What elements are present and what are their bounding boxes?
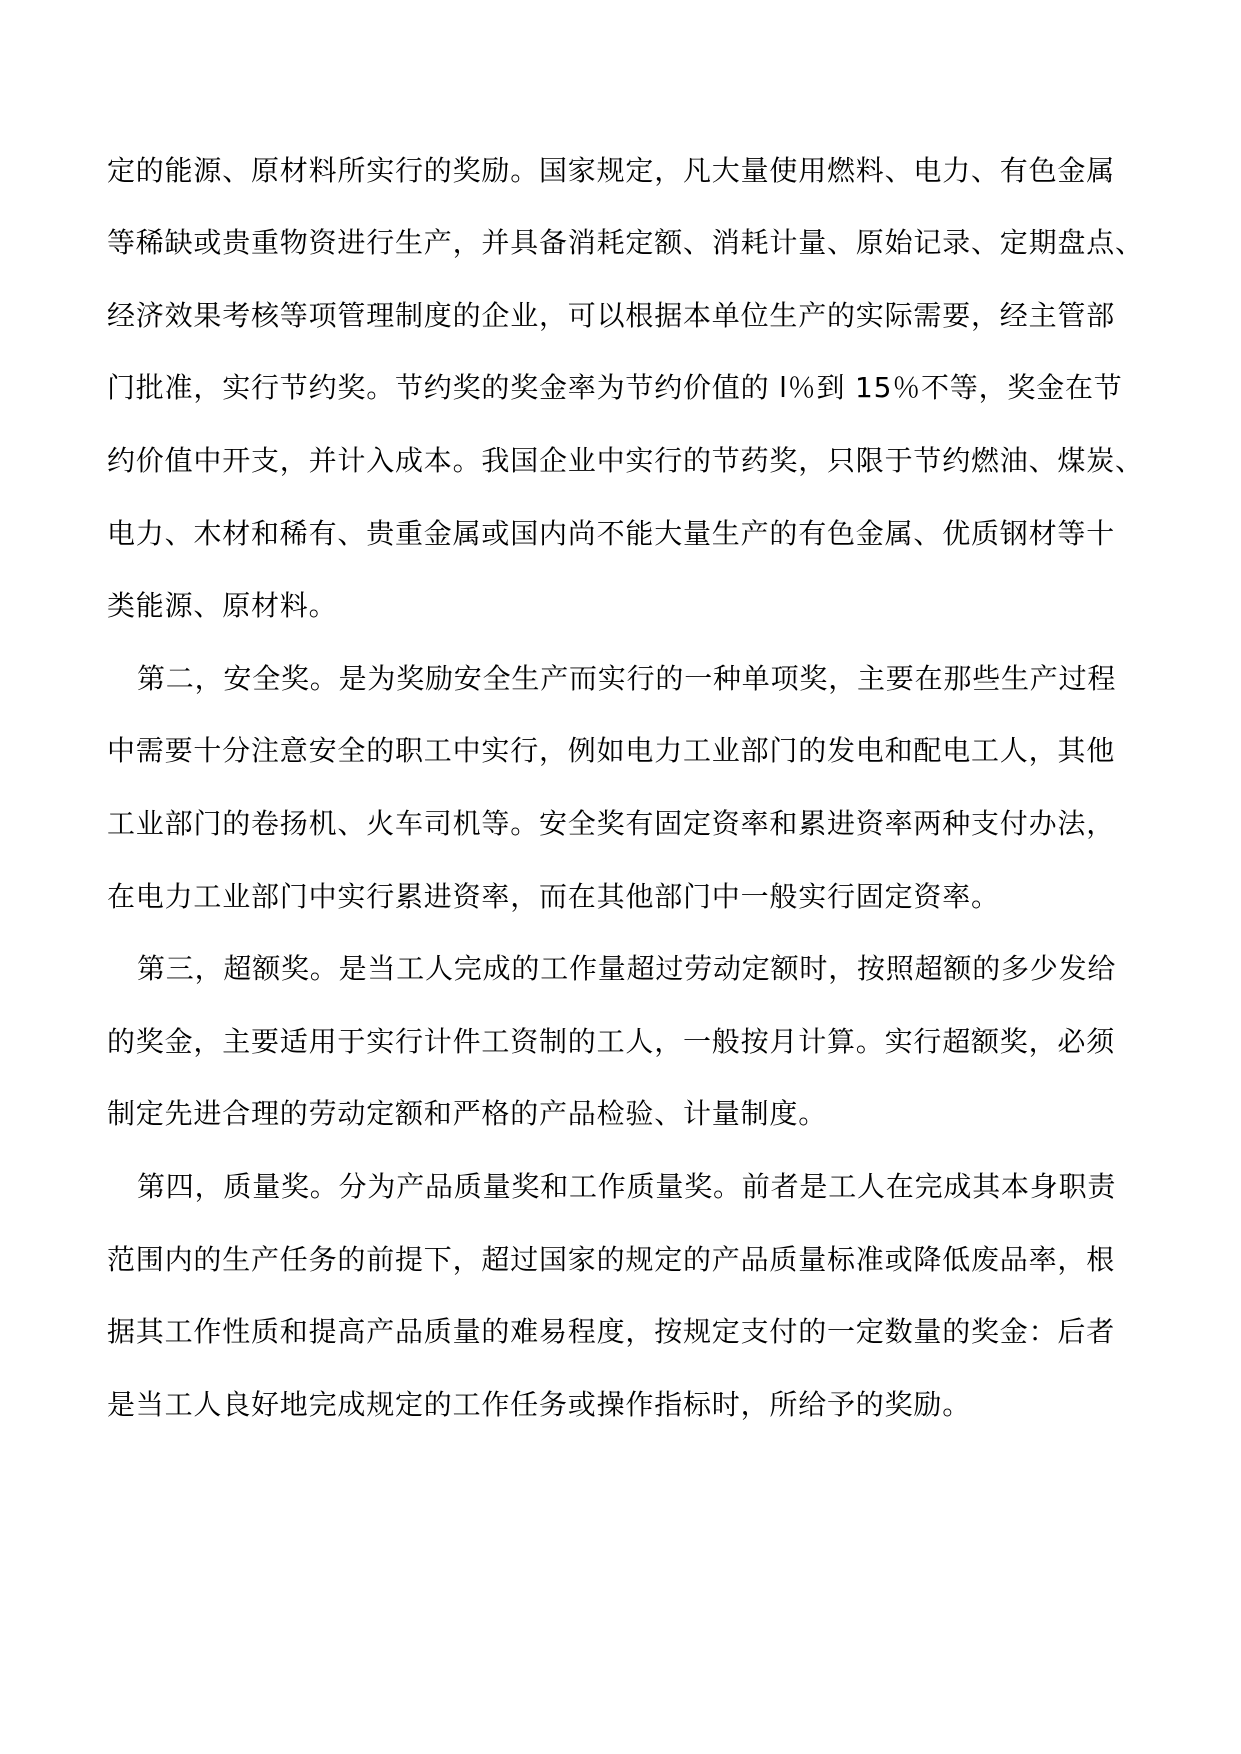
paragraph-safety-line-2: 中需要十分注意安全的职工中实行，例如电力工业部门的发电和配电工人，其他 xyxy=(107,734,1116,767)
paragraph-quality-line-1: 第四，质量奖。分为产品质量奖和工作质量奖。前者是工人在完成其本身职责 xyxy=(137,1170,1117,1203)
paragraph-overquota-line-3: 制定先进合理的劳动定额和严格的产品检验、计量制度。 xyxy=(107,1097,828,1130)
text-line-5: 约价值中开支，并计入成本。我国企业中实行的节药奖，只限于节约燃油、煤炭、 xyxy=(107,444,1144,477)
text-line-7: 类能源、原材料。 xyxy=(107,589,338,622)
text-line-2: 等稀缺或贵重物资进行生产，并具备消耗定额、消耗计量、原始记录、定期盘点、 xyxy=(107,226,1144,259)
paragraph-safety-line-3: 工业部门的卷扬机、火车司机等。安全奖有固定资率和累进资率两种支付办法， xyxy=(107,807,1116,840)
paragraph-safety-line-1: 第二，安全奖。是为奖励安全生产而实行的一种单项奖，主要在那些生产过程 xyxy=(137,662,1117,695)
text-line-4: 门批准，实行节约奖。节约奖的奖金率为节约价值的 l％到 15％不等，奖金在节 xyxy=(107,371,1123,404)
text-line-6: 电力、木材和稀有、贵重金属或国内尚不能大量生产的有色金属、优质钢材等十 xyxy=(107,517,1116,550)
text-line-3: 经济效果考核等项管理制度的企业，可以根据本单位生产的实际需要，经主管部 xyxy=(107,299,1116,332)
paragraph-quality-line-2: 范围内的生产任务的前提下，超过国家的规定的产品质量标准或降低废品率，根 xyxy=(107,1243,1116,1276)
paragraph-overquota-line-1: 第三，超额奖。是当工人完成的工作量超过劳动定额时，按照超额的多少发给 xyxy=(137,952,1117,985)
paragraph-safety-line-4: 在电力工业部门中实行累进资率，而在其他部门中一般实行固定资率。 xyxy=(107,880,1000,913)
paragraph-overquota-line-2: 的奖金，主要适用于实行计件工资制的工人，一般按月计算。实行超额奖，必须 xyxy=(107,1025,1116,1058)
paragraph-quality-line-4: 是当工人良好地完成规定的工作任务或操作指标时，所给予的奖励。 xyxy=(107,1388,972,1421)
paragraph-quality-line-3: 据其工作性质和提高产品质量的难易程度，按规定支付的一定数量的奖金：后者 xyxy=(107,1315,1116,1348)
text-line-1: 定的能源、原材料所实行的奖励。国家规定，凡大量使用燃料、电力、有色金属 xyxy=(107,154,1116,187)
